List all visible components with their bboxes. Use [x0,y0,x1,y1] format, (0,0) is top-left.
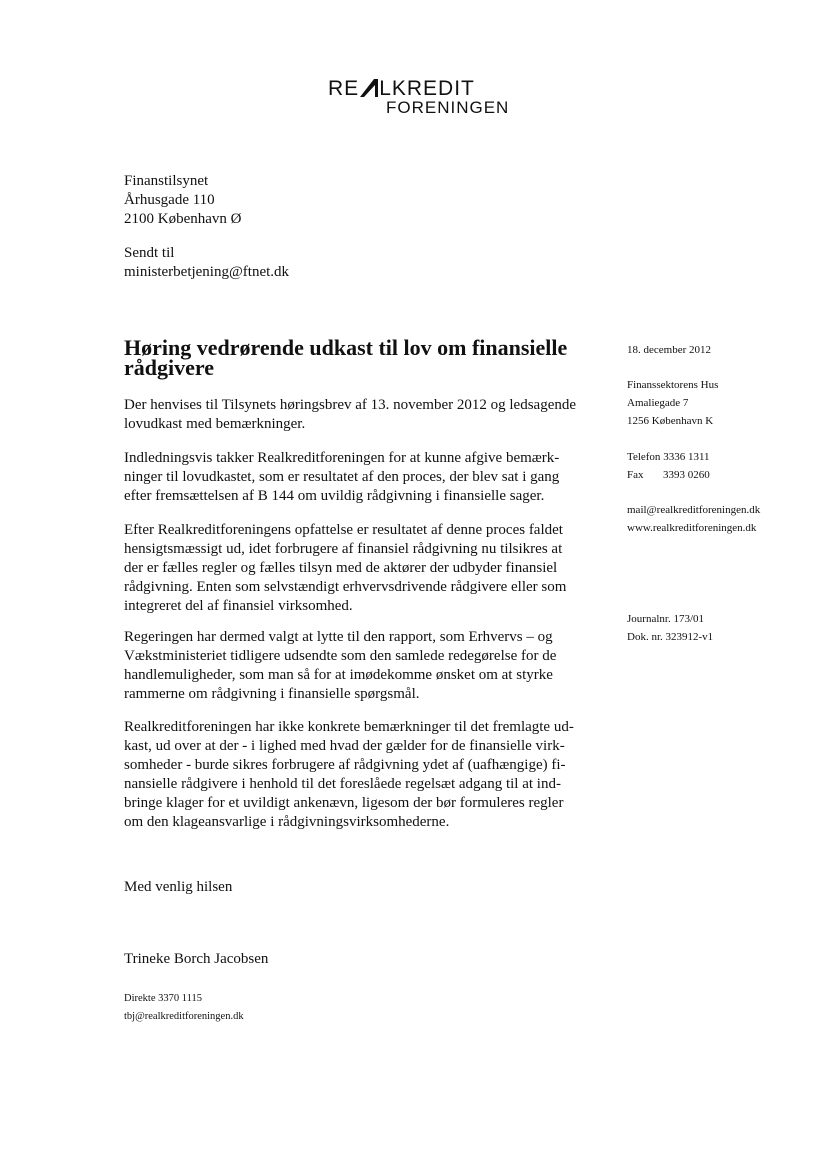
paragraph-4 [124,628,604,704]
paragraph-2 [124,449,604,506]
signer-name: Trineke Borch Jacobsen [124,951,269,967]
sent-to-label: Sendt til [124,245,175,261]
sent-to-block [124,244,289,282]
signer-email: tbj@realkreditforeningen.dk [124,1011,244,1022]
paragraph-line: Indledningsvis takker Realkreditforeningen for at kunne afgive bemærk- [124,450,560,466]
paragraph-3 [124,521,604,616]
paragraph-line: hensigtsmæssigt ud, idet forbrugere af finansiel rådgivning nu tilsikres at [124,541,563,557]
paragraph-line: Efter Realkreditforeningens opfattelse er resultatet af denne proces faldet [124,522,563,538]
logo [328,78,528,118]
sender-phone-fax [627,448,710,484]
logo-text-left: RE [328,77,360,100]
paragraph-line: Vækstministeriet tidligere udsendte som den samlede redegørelse for de [124,648,557,664]
paragraph-line: somheder - burde sikres forbrugere af rådgivning ydet af (uafhængige) fi- [124,757,566,773]
paragraph-line: integreret del af finansiel virksomhed. [124,598,353,614]
phone-number: 3336 1311 [663,451,710,463]
fax-line [627,466,710,484]
phone-label: Telefon [627,451,661,463]
recipient-name: Finanstilsynet [124,173,209,189]
sender-address-line: 1256 København K [627,415,714,427]
paragraph-line: lovudkast med bemærkninger. [124,416,306,432]
recipient-street: Århusgade 110 [124,192,215,208]
logo-subtext: FORENINGEN [386,98,510,117]
sent-to-email: ministerbetjening@ftnet.dk [124,264,290,280]
paragraph-line: Regeringen har dermed valgt at lytte til den rapport, som Erhvervs – og [124,629,553,645]
paragraph-line: om den klageansvarlige i rådgivningsvirksomhederne. [124,814,450,830]
sender-website: www.realkreditforeningen.dk [627,522,757,534]
recipient-address [124,172,241,229]
sender-address [627,376,718,430]
journal-number: Journalnr. 173/01 [627,613,704,625]
paragraph-line: kast, ud over at der - i lighed med hvad der gælder for de finansielle virk- [124,738,565,754]
fax-number: 3393 0260 [663,469,710,481]
phone-line [627,448,710,466]
logo-text-right: LKREDIT [379,77,475,100]
paragraph-line: Realkreditforeningen har ikke konkrete bemærkninger til det fremlagte ud- [124,719,574,735]
signer-contact [124,990,244,1026]
sender-email: mail@realkreditforeningen.dk [627,504,761,516]
paragraph-1 [124,396,604,434]
fax-label: Fax [627,469,644,481]
signer-direct-phone: Direkte 3370 1115 [124,993,202,1004]
paragraph-line: nansielle rådgivere i henhold til det foreslåede regelsæt adgang til at ind- [124,776,561,792]
closing-greeting: Med venlig hilsen [124,879,233,895]
logo-a-mark-icon [360,79,378,97]
letter-title: Høring vedrørende udkast til lov om finansielle rådgivere [124,335,568,380]
paragraph-line: Der henvises til Tilsynets høringsbrev af 13. november 2012 og ledsagende [124,397,577,413]
paragraph-line: der er fælles regler og fælles tilsyn med de aktører der udbyder finansiel [124,560,558,576]
letter-date: 18. december 2012 [627,344,711,356]
sender-address-line: Amaliegade 7 [627,397,689,409]
sender-address-line: Finanssektorens Hus [627,379,719,391]
sender-online [627,501,760,537]
paragraph-line: ninger til lovudkastet, som er resultatet af den proces, der blev sat i gang [124,469,560,485]
recipient-city: 2100 København Ø [124,211,242,227]
paragraph-line: rådgivning. Enten som selvstændigt erhvervsdrivende rådgivere eller som [124,579,567,595]
paragraph-5 [124,718,604,832]
paragraph-line: handlemuligheder, som man så for at imødekomme ønsket om at styrke [124,667,553,683]
paragraph-line: bringe klager for et uvildigt ankenævn, ligesom der bør formuleres regler [124,795,564,811]
document-number: Dok. nr. 323912-v1 [627,631,714,643]
paragraph-line: efter fremsættelsen af B 144 om uvildig rådgivning i finansielle sager. [124,488,545,504]
paragraph-line: rammerne om rådgivning i finansielle spørgsmål. [124,686,420,702]
document-reference [627,610,713,646]
